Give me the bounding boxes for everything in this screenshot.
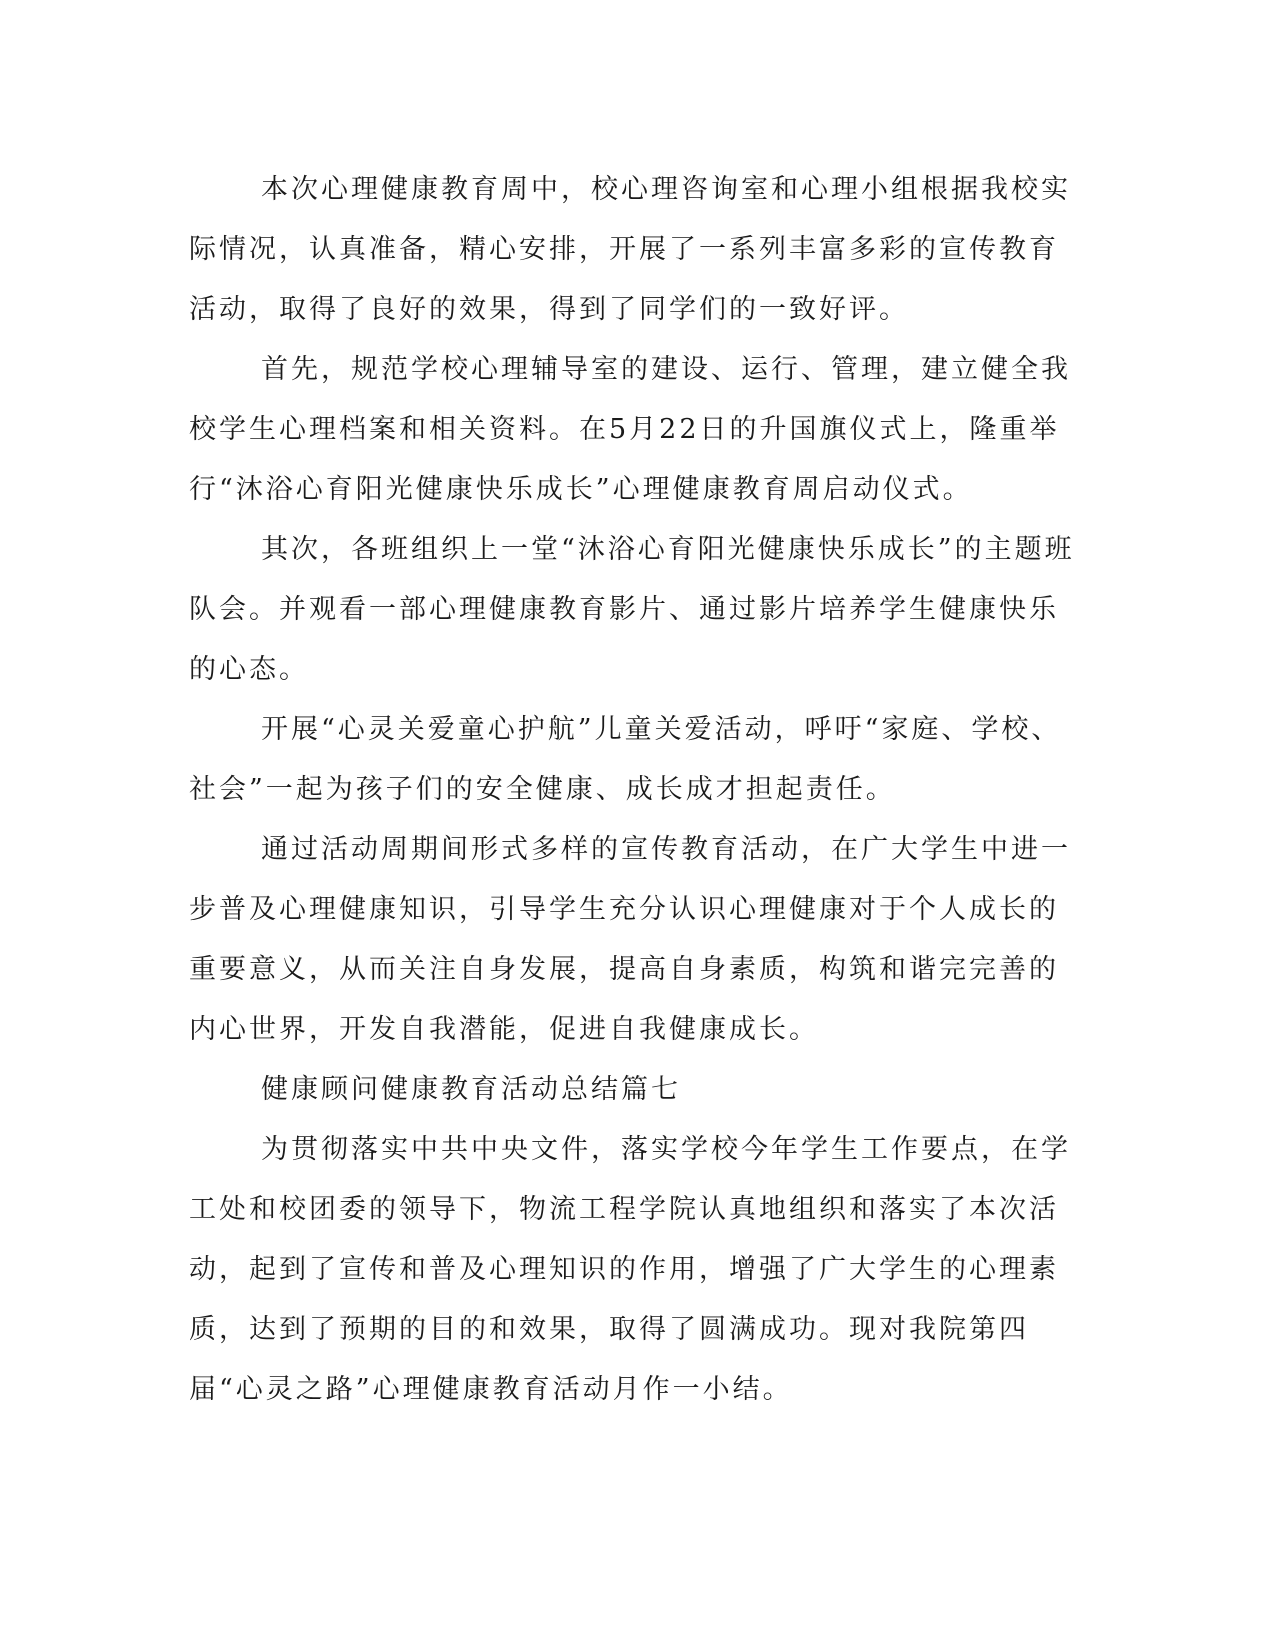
document-body bbox=[189, 160, 1079, 1420]
closing-paragraph: 为贯彻落实中共中央文件，落实学校今年学生工作要点，在学工处和校团委的领导下，物流工程学院认真地组织和落实了本次活动，起到了宣传和普及心理知识的作用，增强了广大学生的心理素质，达到了预期的目的和效果，取得了圆满成功。现对我院第四届“心灵之路”心理健康教育活动月作一小结。 bbox=[189, 1134, 1071, 1405]
paragraph-1: 本次心理健康教育周中，校心理咨询室和心理小组根据我校实际情况，认真准备，精心安排，开展了一系列丰富多彩的宣传教育活动，取得了良好的效果，得到了同学们的一致好评。 bbox=[189, 174, 1071, 325]
paragraph-5: 通过活动周期间形式多样的宣传教育活动，在广大学生中进一步普及心理健康知识，引导学生充分认识心理健康对于个人成长的重要意义，从而关注自身发展，提高自身素质，构筑和谐完完善的内心世界，开发自我潜能，促进自我健康成长。 bbox=[189, 834, 1071, 1045]
paragraph-2: 首先，规范学校心理辅导室的建设、运行、管理，建立健全我校学生心理档案和相关资料。在5月22日的升国旗仪式上，隆重举行“沐浴心育阳光健康快乐成长”心理健康教育周启动仪式。 bbox=[189, 354, 1071, 505]
paragraph-4: 开展“心灵关爱童心护航”儿童关爱活动，呼吁“家庭、学校、社会”一起为孩子们的安全健康、成长成才担起责任。 bbox=[189, 714, 1062, 805]
section-heading: 健康顾问健康教育活动总结篇七 bbox=[261, 1074, 681, 1105]
paragraph-3: 其次，各班组织上一堂“沐浴心育阳光健康快乐成长”的主题班队会。并观看一部心理健康教育影片、通过影片培养学生健康快乐的心态。 bbox=[189, 534, 1075, 685]
